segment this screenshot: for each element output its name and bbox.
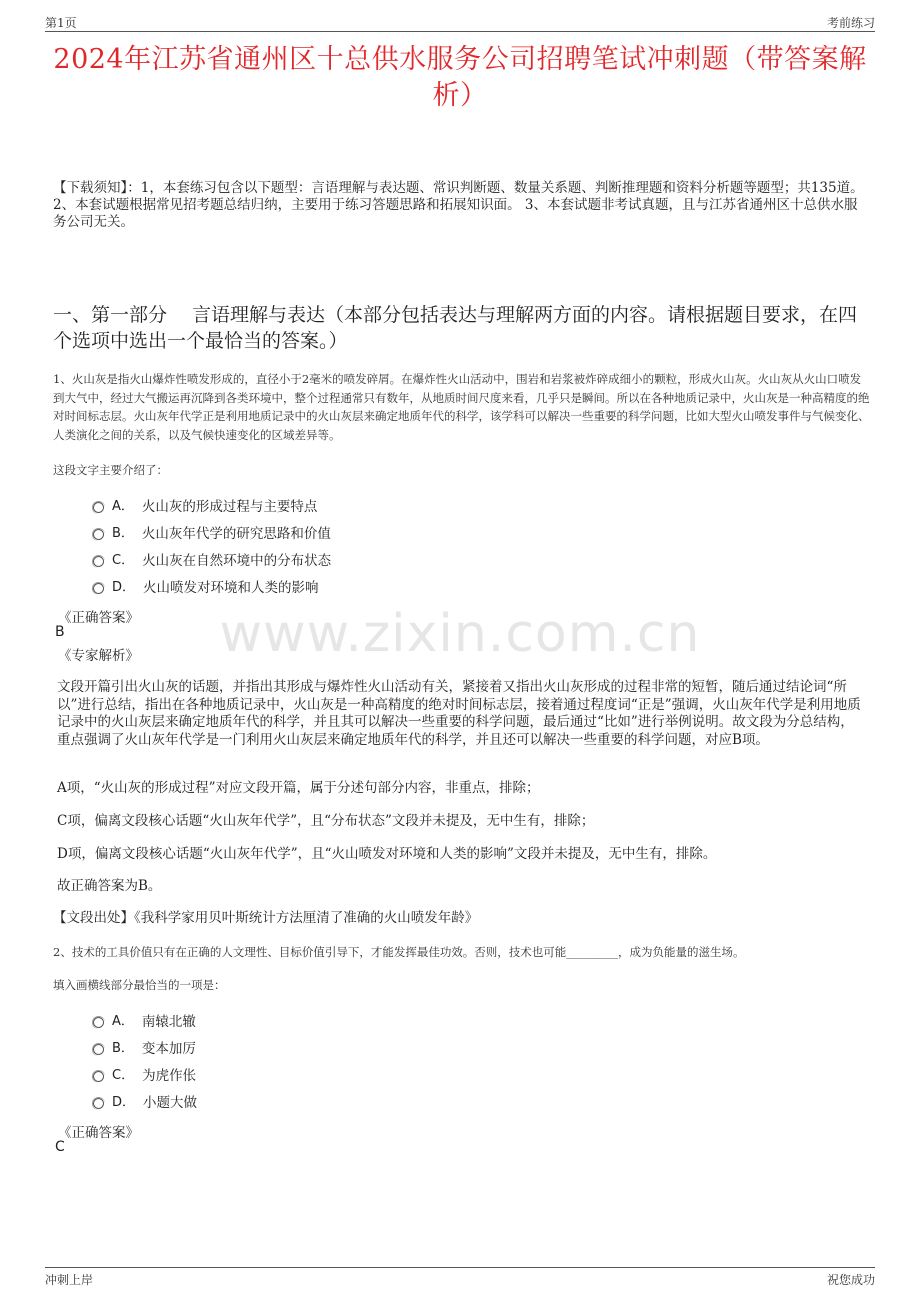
analysis-note-a: A项，“火山灰的形成过程”对应文段开篇，属于分述句部分内容，非重点，排除；	[57, 780, 540, 796]
option-d[interactable]	[93, 1087, 197, 1114]
watermark: www.zixin.com.cn	[219, 604, 701, 664]
header-right-label: 考前练习	[826, 16, 875, 30]
option-letter: C．	[112, 553, 135, 568]
option-text: 火山灰的形成过程与主要特点	[141, 498, 318, 515]
option-letter: B．	[112, 526, 134, 541]
footer-divider	[45, 1267, 875, 1268]
question-1-prompt: 这段文字主要介绍了：	[53, 463, 168, 477]
radio-icon[interactable]	[93, 556, 104, 567]
option-letter: D．	[112, 580, 136, 595]
answer-value: C	[55, 1139, 65, 1155]
option-letter: A．	[112, 499, 134, 514]
radio-icon[interactable]	[93, 529, 104, 540]
header-divider	[45, 31, 875, 32]
radio-icon[interactable]	[93, 1071, 104, 1082]
text-source: 【文段出处】《我科学家用贝叶斯统计方法厘清了准确的火山喷发年龄》	[53, 910, 479, 926]
option-c[interactable]	[93, 545, 331, 572]
option-text: 火山喷发对环境和人类的影响	[143, 579, 319, 596]
option-text: 火山灰在自然环境中的分布状态	[142, 552, 332, 569]
option-a[interactable]	[93, 491, 331, 518]
page-number: 第1页	[45, 16, 77, 30]
question-2-prompt: 填入画横线部分最恰当的一项是：	[53, 978, 226, 992]
option-text: 南辕北辙	[141, 1013, 196, 1030]
question-2-options	[93, 1006, 197, 1114]
option-letter: D．	[112, 1095, 136, 1110]
option-text: 为虎作伥	[142, 1067, 197, 1084]
option-text: 变本加厉	[141, 1040, 196, 1057]
option-letter: C．	[112, 1068, 135, 1083]
document-title: 2024年江苏省通州区十总供水服务公司招聘笔试冲刺题（带答案解析）	[53, 44, 867, 111]
radio-icon[interactable]	[93, 1017, 104, 1028]
answer-label: 《正确答案》	[58, 1125, 139, 1141]
download-notice: 【下载须知】：1，本套练习包含以下题型：言语理解与表达题、常识判断题、数量关系题、判断推理题和资料分析题等题型；共135道。 2、本套试题根据常见招考题总结归纳，主要用于练习答题思路和拓展知识面。 3、本套试题非考试真题，且与江苏省通州区十总供水服务公司无关。	[53, 180, 864, 230]
footer-right-label: 祝您成功	[826, 1273, 875, 1287]
analysis-text: 文段开篇引出火山灰的话题，并指出其形成与爆炸性火山活动有关，紧接着又指出火山灰形成的过程非常的短暂，随后通过结论词“所以”进行总结，指出在各种地质记录中，火山灰是一种高精度的绝对时间标志层，接着通过程度词“正是”强调，火山灰年代学是利用地质记录中的火山灰层来确定地质年代的科学，并且其可以解决一些重要的科学问题，最后通过“比如”进行举例说明。故文段为分总结构，重点强调了火山灰年代学是一门利用火山灰层来确定地质年代的科学，并且还可以解决一些重要的科学问题，对应B项。	[57, 679, 861, 748]
radio-icon[interactable]	[93, 583, 104, 594]
option-b[interactable]	[93, 1033, 197, 1060]
radio-icon[interactable]	[93, 1044, 104, 1055]
option-c[interactable]	[93, 1060, 197, 1087]
option-text: 小题大做	[143, 1094, 198, 1111]
answer-value: B	[55, 624, 65, 640]
question-1-text: 1、火山灰是指火山爆炸性喷发形成的，直径小于2毫米的喷发碎屑。在爆炸性火山活动中，围岩和岩浆被炸碎成细小的颗粒，形成火山灰。火山灰从火山口喷发到大气中，经过大气搬运再沉降到各类环境中，整个过程通常只有数年，从地质时间尺度来看，几乎只是瞬间。所以在各种地质记录中，火山灰是一种高精度的绝对时间标志层。火山灰年代学正是利用地质记录中的火山灰层来确定地质年代的科学，该学科可以解决一些重要的科学问题，比如大型火山喷发事件与气候变化、人类演化之间的关系，以及气候快速变化的区域差异等。	[53, 372, 870, 442]
option-d[interactable]	[93, 572, 331, 599]
option-b[interactable]	[93, 518, 331, 545]
answer-label: 《正确答案》	[58, 610, 139, 626]
footer-left-label: 冲刺上岸	[45, 1273, 94, 1287]
analysis-conclusion: 故正确答案为B。	[57, 878, 162, 894]
question-2-text: 2、技术的工具价值只有在正确的人文理性、目标价值引导下，才能发挥最佳功效。否则，技术也可能_________，成为负能量的滋生场。	[53, 945, 745, 959]
section-heading: 一、第一部分 言语理解与表达（本部分包括表达与理解两方面的内容。请根据题目要求，在四个选项中选出一个最恰当的答案。）	[53, 304, 858, 352]
analysis-note-c: C项，偏离文段核心话题“火山灰年代学”，且“分布状态”文段并未提及，无中生有，排除；	[57, 813, 595, 829]
option-letter: A．	[112, 1014, 134, 1029]
analysis-label: 《专家解析》	[58, 648, 139, 664]
radio-icon[interactable]	[93, 1098, 104, 1109]
option-a[interactable]	[93, 1006, 197, 1033]
analysis-note-d: D项，偏离文段核心话题“火山灰年代学”，且“火山喷发对环境和人类的影响”文段并未提及，无中生有，排除。	[57, 846, 717, 862]
option-text: 火山灰年代学的研究思路和价值	[141, 525, 331, 542]
question-1-options	[93, 491, 331, 599]
option-letter: B．	[112, 1041, 134, 1056]
radio-icon[interactable]	[93, 502, 104, 513]
